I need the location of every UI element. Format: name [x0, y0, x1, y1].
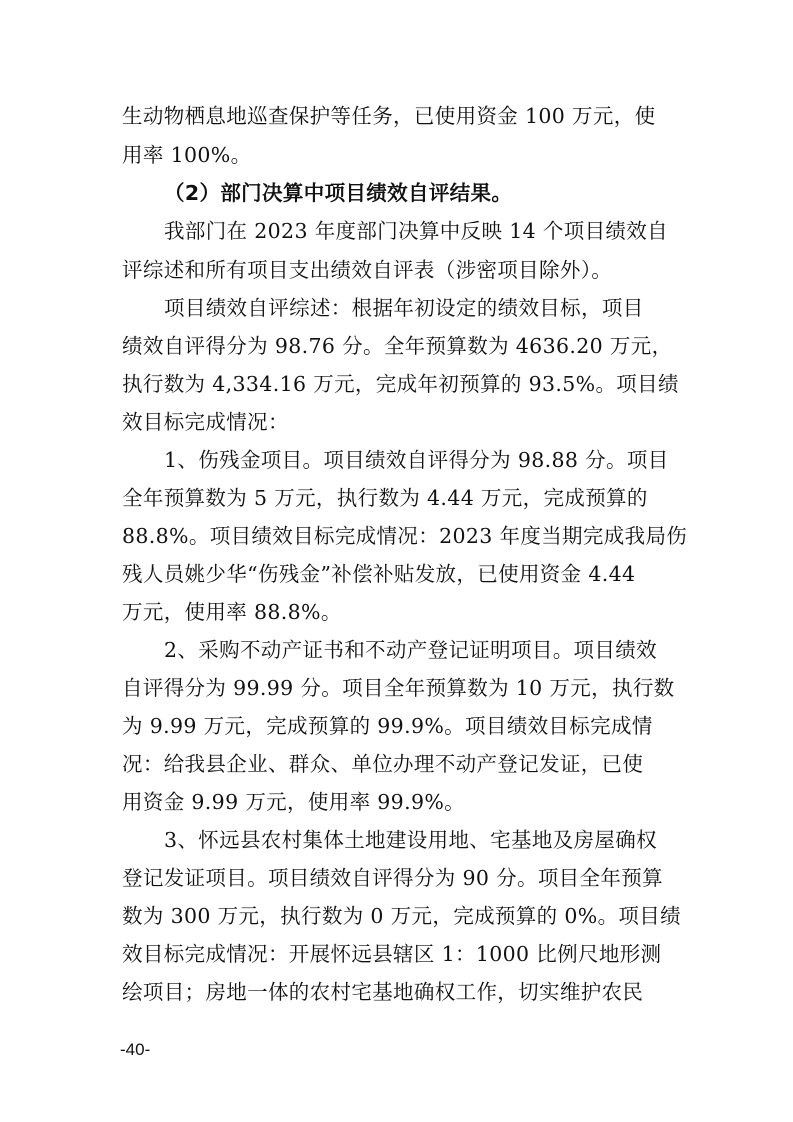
- body-text-line: 用率 100%。: [122, 143, 252, 167]
- body-text-line: 自评得分为 99.99 分。项目全年预算数为 10 万元，执行数: [122, 676, 675, 700]
- body-text-line: 为 9.99 万元，完成预算的 99.9%。项目绩效目标完成情: [122, 714, 653, 738]
- body-text-line: 3、怀远县农村集体土地建设用地、宅基地及房屋确权: [164, 828, 657, 852]
- body-text-line: 用资金 9.99 万元，使用率 99.9%。: [122, 790, 466, 814]
- body-text-line: 效目标完成情况：: [122, 410, 289, 434]
- body-text-line: 数为 300 万元，执行数为 0 万元，完成预算的 0%。项目绩: [122, 904, 681, 928]
- body-text-line: 我部门在 2023 年度部门决算中反映 14 个项目绩效自: [164, 219, 668, 243]
- body-text-line: 项目绩效自评综述：根据年初设定的绩效目标，项目: [164, 296, 644, 320]
- body-text-line: 残人员姚少华“伤残金”补偿补贴发放，已使用资金 4.44: [122, 562, 636, 586]
- body-text-line: 执行数为 4,334.16 万元，完成年初预算的 93.5%。项目绩: [122, 372, 679, 396]
- body-text-line: 效目标完成情况：开展怀远县辖区 1：1000 比例尺地形测: [122, 942, 662, 966]
- body-text-line: 1、伤残金项目。项目绩效自评得分为 98.88 分。项目: [164, 448, 669, 472]
- body-text-line: 生动物栖息地巡查保护等任务，已使用资金 100 万元，使: [122, 104, 656, 128]
- body-text-line: 万元，使用率 88.8%。: [122, 600, 342, 624]
- body-text-line: 全年预算数为 5 万元，执行数为 4.44 万元，完成预算的: [122, 486, 648, 510]
- section-heading: （2）部门决算中项目绩效自评结果。: [164, 181, 513, 205]
- body-text-line: 评综述和所有项目支出绩效自评表（涉密项目除外）。: [122, 258, 613, 282]
- body-text-line: 绘项目；房地一体的农村宅基地确权工作，切实维护农民: [122, 980, 644, 1004]
- body-text-line: 绩效自评得分为 98.76 分。全年预算数为 4636.20 万元，: [122, 334, 673, 358]
- body-text-line: 2、采购不动产证书和不动产登记证明项目。项目绩效: [164, 638, 657, 662]
- body-text-line: 88.8%。项目绩效目标完成情况：2023 年度当期完成我局伤: [122, 524, 688, 548]
- body-text-line: 况：给我县企业、群众、单位办理不动产登记发证，已使: [122, 752, 644, 776]
- page-number: -40-: [120, 1040, 151, 1059]
- body-text-line: 登记发证项目。项目绩效自评得分为 90 分。项目全年预算: [122, 866, 663, 890]
